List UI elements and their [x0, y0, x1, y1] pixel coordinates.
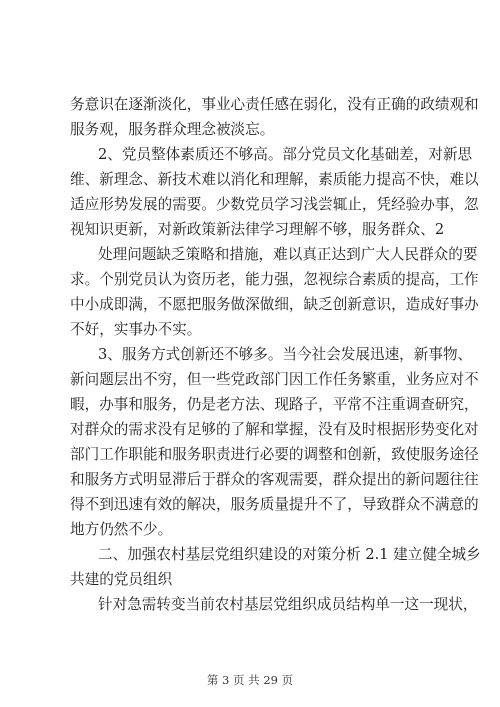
text-line: 务意识在逐渐淡化，事业心责任感在弱化，没有正确的政绩观和 — [70, 96, 479, 113]
paragraph-heading-line: 2、党员整体素质还不够高。部分党员文化基础差，对新思 — [98, 146, 473, 163]
text-line: 部门工作职能和服务职责进行必要的调整和创新，致使服务途径 — [70, 446, 479, 463]
text-line: 针对急需转变当前农村基层党组织成员结构单一这一现状， — [98, 596, 478, 613]
body-text — [70, 92, 481, 617]
section-heading-line: 二、加强农村基层党组织建设的对策分析 2.1 建立健全城乡 — [98, 546, 481, 563]
text-line: 处理问题缺乏策略和措施，难以真正达到广大人民群众的要 — [98, 246, 478, 263]
text-line: 不好，实事办不实。 — [70, 321, 202, 338]
text-line: 得不到迅速有效的解决，服务质量提升不了，导致群众不满意的 — [70, 496, 479, 513]
text-line: 服务观，服务群众理念被淡忘。 — [70, 121, 275, 138]
text-line: 暇，办事和服务，仍是老方法、现路子，平常不注重调查研究， — [70, 396, 479, 413]
text-line: 适应形势发展的需要。少数党员学习浅尝辄止，凭经验办事，忽 — [70, 196, 479, 213]
text-line: 新问题层出不穷，但一些党政部门因工作任务繁重，业务应对不 — [70, 371, 479, 388]
text-line: 维、新理念、新技术难以消化和理解，素质能力提高不快，难以 — [70, 171, 479, 188]
text-line: 求。个别党员认为资历老，能力强，忽视综合素质的提高，工作 — [70, 271, 479, 288]
text-line: 对群众的需求没有足够的了解和掌握，没有及时根据形势变化对 — [70, 421, 479, 438]
text-line: 中小成即满，不愿把服务做深做细，缺乏创新意识，造成好事办 — [70, 296, 479, 313]
text-line: 视知识更新，对新政策新法律学习理解不够，服务群众、2 — [70, 221, 445, 238]
text-line: 和服务方式明显滞后于群众的客观需要，群众提出的新问题往往 — [70, 471, 479, 488]
paragraph-heading-line: 3、服务方式创新还不够多。当今社会发展迅速，新事物、 — [98, 346, 473, 363]
section-heading-line: 共建的党员组织 — [70, 571, 173, 588]
text-line: 地方仍然不少。 — [70, 521, 173, 538]
page-number: 第 3 页 共 29 页 — [206, 673, 294, 687]
